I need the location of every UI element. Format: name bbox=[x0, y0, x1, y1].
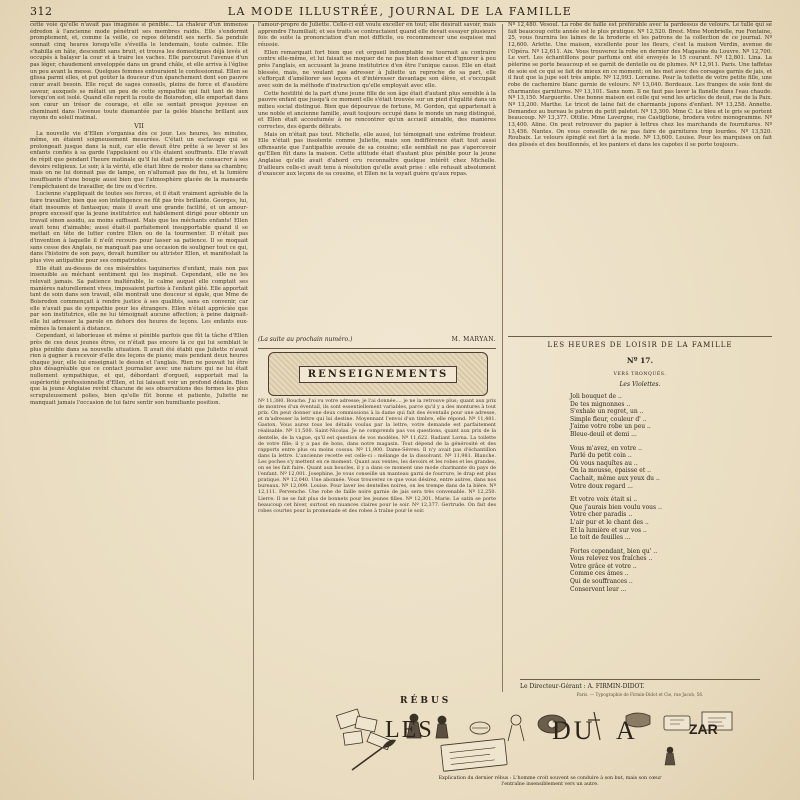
poem-line: Votre doux regard ... bbox=[570, 482, 633, 490]
poem-stanza bbox=[570, 548, 720, 594]
novel-paragraph: Elle était au-dessus de ces misérables taquineries d'enfant, mais non pas insensible au méchant sentiment qui les inspirait. Cependant, elle ne les relevait jamais. Sa patience inaltérable, le calme auquel elle comptait ses manières naturellement vives, imposaient parfois à l'enfant gâté. Elle apportait tant de soin dans son travail, elle montrait une douceur si égale, que Mme de Boisredon commençait à rendre justice à ses qualités, sans en convenir, car elle n'avait pas de sympathie pour les étrangers. Ellen n'était appréciée que par son institutrice, elle ne lui témoignait aucune affection; à peine daignait-elle lui adresser la parole en dehors des heures de leçons. Les enfants eux-mêmes la tenaient à distance. bbox=[30, 265, 248, 332]
novel-paragraph: Ellen remarquait fort bien que cet orgueil indomptable ne tournait au contraire contre elle-même, et lui faisait se moquer de ne pas bien dessiner et d'ignorer à peu près l'anglais, en accusant la jeune institutrice d'en être l'unique cause. Elle en était blessée, mais, ne voulant pas adresser à Juliette un reproche de sa part, elle s'efforçait d'améliorer ses leçons et d'intéresser davantage son élève, et s'occupait avec soin de la méthode d'instruction qu'elle employait avec elle. bbox=[258, 49, 496, 89]
novel-paragraph: Cette hostilité de la part d'une jeune fille de son âge était d'autant plus sensible à la pauvre enfant que jusqu'à ce moment elle s'était trouvée sur un pied d'égalité dans un milieu social distingué. Bien que dépourvue de fortune, M. Gordon, qui appartenait à une noble et ancienne famille, avait toujours occupé dans le monde un rang distingué, et Ellen était accoutumée à ne rencontrer qu'un accueil aimable, des manières correctes, des égards délicats. bbox=[258, 90, 496, 130]
novel-author: M. MARYAN. bbox=[451, 336, 496, 343]
novel-column-middle bbox=[258, 22, 496, 334]
continued-note: (La suite au prochain numéro.) bbox=[258, 336, 353, 343]
poem-line: De tes mignonnes .. bbox=[570, 400, 631, 408]
poem-stanza bbox=[570, 393, 720, 439]
column-divider bbox=[253, 24, 254, 780]
novel-paragraph: cette voie qu'elle n'avait pas imaginée si pénible... La chaleur d'un immense édredon à l'ancienne mode pénétrait ses membres raidis. Elle s'endormit promptement, et, comme la veille, ce repos détendit ses nerfs. Sa pendule sonnait cinq heures lorsqu'elle s'éveilla le lendemain, toute calmée. Elle s'habilla en hâte, descendit sans bruit, et trouva les domestiques déjà levés et occupés à balayer la cour et à traire les vaches. Elle parcourut l'avenue d'un pas léger, chaudement enveloppée dans un grand châle, et elle arriva à l'église un peu avant la messe. Quelques femmes entouraient le confessionnal. Ellen se glissa parmi elles, et put goûter la douceur d'un épanchement dont son pauvre cœur avait besoin. Elle reçut de sages conseils, pleins de force et d'austère saveur, auxquels se mêlait un peu de cette sympathie qui fait tant de bien lorsqu'on est isolé. Quand elle reprit la route de Boisredon, elle emportait dans son cœur un trésor de courage, et elle se sentait presque joyeuse en cheminant dans l'avenue toute diamantée par la gelée blanche brillant aux rayons du soleil matinal. bbox=[30, 22, 248, 122]
poem-line: Cachait, même aux yeux du .. bbox=[570, 474, 660, 482]
rebus-word: LES bbox=[385, 717, 434, 743]
poem-line: Votre grâce et votre .. bbox=[570, 562, 637, 570]
poem-stanza bbox=[570, 496, 720, 542]
rebus-title: RÉBUS bbox=[400, 696, 452, 706]
poem-line: Vous relevez vos fraîches .. bbox=[570, 555, 653, 563]
rebus-word: DU bbox=[552, 716, 596, 745]
renseignements-text: Nº 11,380. Bouche. J'ai vu votre adresse; je l'ai donnée.... je ne la retrouve plus; quant aux prix de montres d'un éventail, ils sont essentiellement variables, parce qu'il y a des montures à tout prix. On peut donner une deux commissions à la dame qui fait des éventails pour une adresse, et m'adresser la lettre qui lui destine. Moyennant l'envoi d'un timbre, elle répond. Nº 11,481. Gaston. Vous aurez tous les détails voulus par la lettre, votre demande est parfaitement réalisable. Nº 11,500. Saint-Nicolas. Je ne comprends pas vos questions, quant aux prix de la dentelle, de la vague, qu'il est question de vos modèles. Nº 11,622. Radiant Lorna. La toilette de votre fille; il y a pas de bons, dans notre magasin. Tout dépend de la générosité et des rapports entre plus ou moins cossus. Nº 11,900. Dame-Sévres. Il n'y avait pas d'échantillon dans la lettre. L'ancienne recette est celle-ci : mélange de la dissolvant. Nº 11,981. Blanche. Les poches s'y mettent en ce moment. Quant aux ventes, les devoirs et les robes et les grandes, on se les fait faire. Quant aux boucles, il y a dans ce moment une mode charmante du pays de l'enfant. Nº 12,001. Josephine. Je vous conseille un manteau garni de fourrure, le drap est plus pratique. Nº 12,040. Une abonnée. Vous trouverez ce que vous désirez, entre autres, dans nos bureaux. Nº 12,099. Louise. Pour laver les dentelles noires, on les trempe dans de la bière. Nº 12,111. Pervenche. Une robe de faille noire garnie de jais sera très convenable. Nº 12,250. Lierre. Il ne se fait plus de bonnets pour les jeunes filles. Nº 12,301. Marie. Le satin se porte beaucoup cet hiver, surtout en nuances claires pour le soir. Nº 12,377. Gertrude. On fait des robes courtes pour la promenade et des robes à traîne pour le soir. bbox=[258, 398, 496, 514]
poem-line: Que j'aurais bien voulu vous .. bbox=[570, 503, 662, 511]
small-figure-drawing bbox=[665, 747, 675, 765]
poem-line: On la mousse, épaisse et .. bbox=[570, 467, 651, 475]
quill-drawing bbox=[352, 748, 382, 770]
director-signature: Le Directeur-Gérant : A. FIRMIN-DIDOT. bbox=[520, 679, 760, 690]
column-divider bbox=[502, 24, 503, 692]
poem-stanza bbox=[570, 445, 720, 491]
poem bbox=[570, 393, 720, 599]
to-be-continued bbox=[258, 336, 496, 346]
novel-paragraph: Mais on n'était pas tout. Michelle, elle aussi, lui témoignait une extrême froideur. Elle n'était pas insolente comme Juliette, mais son indifférence était tout aussi offensante que l'antipathie avouée de sa cousine; elle semblait ne pas s'apercevoir qu'Ellen fût dans la maison. Cette attitude était d'autant plus pénible pour la jeune Anglaise qu'elle avait d'abord cru reconnaître quelque intérêt chez Michelle. D'ailleurs celle-ci avait tenu à résolution qu'elle avait prise : elle refusait absolument d'exaucer aux leçons de sa cousine, et Ellen ne la voyait guère qu'aux repas. bbox=[258, 131, 496, 178]
poem-line: S'exhale un regret, un .. bbox=[570, 408, 644, 416]
poem-line: Et la lumière et sur vos .. bbox=[570, 526, 647, 534]
novel-paragraph: La nouvelle vie d'Ellen s'organisa dès ce jour. Les heures, les minutes, même, en étaient soigneusement mesurées. C'était un esclavage qui se prolongeait jusque dans la nuit, car elle devait être prête à se lever si les enfants confiés à sa garde l'appelaient ou s'ils étaient souffrants. Elle n'avait de répit que pendant l'heure matinale qu'il lui était permis de consacrer à ses devoirs religieux. Le soir, à la vérité, elle était libre de rester dans sa chambre; mais on ne lui donnait pas de lampe, on n'allumait pas de feu, et la lumière insuffisante d'une bougie aussi bien que l'atmosphère glacée de la mansarde l'empêchaient de travailler, de lire ou d'écrire. bbox=[30, 130, 248, 190]
section-rule bbox=[508, 336, 772, 337]
notes-text: Nº 12,480. Vesoul. La robe de faille est préférable avec la pardessus de velours. Le tulle qui se fait beaucoup cette année est le plus pratique. Nº 12,520. Brest. Mme Monbrielle, rue Fontaine, 25, vous fournira les laines de la broderie et les patrons de la collection de ce journal. Nº 12,600. Arlette. Une maison, excellente pour les fleurs, c'est la maison Verdin, avenue de l'Opéra. Nº 12,611. Aix. Vous trouverez la robe en dernier des Magasins du Louvre. Nº 12,700. Le vert. Les échantillons pour parfums ont été envoyés le 15 courant. Nº 12,801. Lina. La pèlerine se porte beaucoup et se garnit de dentelle ou de plumes. Nº 12,911. Paris. Une taffetas de soie est ce qui se fait de mieux en ce moment; on les met avec des corsages garnis de jais, et il faut que la jupe soit très ample. Nº 12,993. Lorraine. Pour la toilette de votre petite fille, une robe de cachemire blanc garnie de velours. Nº 13,040. Bordeaux. Les franges de soie font de charmantes garnitures. Nº 13,101. Sans nom. Il ne faut pas laver la flanelle dans l'eau chaude. Nº 13,150. Marguerite. Une bonne maison est celle qui vend les articles de deuil, rue de la Paix. Nº 13,200. Marthe. Le tricot de laine fait de charmants jupons d'enfant. Nº 13,258. Annette. Demandez au bureau le patron du petit paletot. Nº 13,300. Mme C. Le bleu et le gris se portent beaucoup. Nº 13,377. Ottilie. Mme Lavergne, rue Castiglione, brodera votre monogramme. Nº 13,400. Aline. On peut retrouver du papier à lettres chez les marchands de fournitures. Nº 13,456. Nantes. On vous conseille de ne pas faire de garnitures trop lourdes. Nº 13,520. Roubaix. Le velours épinglé est fort à la mode. Nº 13,600. Louise. Pour les marquises on fait des plissés et des bouillonnés, et les paniers et dans les capotes il se porte toujours. bbox=[508, 22, 772, 148]
renseignements-banner bbox=[268, 352, 488, 396]
poem-line: Bleue-deuil et demi ... bbox=[570, 430, 637, 438]
running-head bbox=[30, 5, 770, 21]
poem-line: Votre cher paradis .. bbox=[570, 511, 633, 519]
signboard-drawing bbox=[441, 739, 507, 772]
poem-line: Comme ces âmes .. bbox=[570, 570, 629, 578]
rebus-explanation bbox=[330, 776, 770, 788]
rebus-explanation-line: l'entraîne insensiblement vers un autre. bbox=[501, 782, 599, 787]
poem-line: Simple fleur, couleur d' .. bbox=[570, 415, 647, 423]
poem-line: Conservent leur ... bbox=[570, 585, 627, 593]
section-rule bbox=[258, 348, 496, 349]
novel-paragraph: l'amour-propre de Juliette. Celle-ci eût voulu exceller en tout; elle désirait savoir, mais apprendre l'humiliait; et ses traits se contractaient quand elle devait essayer plusieurs fois de suite la prononciation d'un mot difficile, ou recommencer une esquisse mal réussie. bbox=[258, 22, 496, 48]
loisirs-number: Nº 17. bbox=[626, 356, 654, 365]
poem-line: L'air pur et le chant des .. bbox=[570, 518, 649, 526]
poem-line: Où vous naquîtes au .. bbox=[570, 459, 638, 467]
poem-title: Les Violettes. bbox=[619, 381, 661, 388]
journal-title: LA MODE ILLUSTRÉE, JOURNAL DE LA FAMILLE bbox=[227, 5, 573, 18]
printer-line: Paris. — Typographie de Firmin-Didot et Cie, rue Jacob, 56. bbox=[576, 692, 704, 697]
verse-type: VERS TRONQUÉS. bbox=[613, 372, 667, 377]
poem-line: Parlé du petit coin .. bbox=[570, 452, 632, 460]
novel-paragraph: Cependant, si laborieuse et même si pénible parfois que fût la tâche d'Ellen près de ces deux jeunes êtres, ce n'était pas encore là ce qui lui semblait le plus pénible dans sa nouvelle situation. Il avait été établi que Juliette n'avait rien à gagner à recevoir d'elle des leçons de piano; mais pendant deux heures chaque jour, elle lui enseignait le dessin et l'anglais. Rien ne pouvait lui être plus désagréable que ce contact journalier avec une nature qui ne lui était nullement sympathique, et qui, débordant d'orgueil, supportait mal la supériorité professionnelle d'Ellen, et lui laissait voir un profond dédain. Bien que la jeune Anglaise revînt chacune de ses observations des formes les plus scrupuleusement polies, bien qu'elle fût bonne et patiente, Juliette ne manquait jamais l'occasion de lui faire sentir son humiliante position. bbox=[30, 333, 248, 406]
poem-line: Et votre voix était si .. bbox=[570, 496, 638, 504]
papers-drawing bbox=[336, 709, 391, 750]
rebus-explanation-line: Explication du dernier rébus : L'homme croit souvent se conduire à son but, mais son cœur bbox=[438, 776, 662, 781]
chapter-number: VII bbox=[134, 121, 144, 130]
novel-column-left bbox=[30, 22, 248, 782]
novel-paragraph: Lucienne s'appliquait de toutes ses forces, et il était vraiment agréable de la faire travailler, bien que son intelligence ne fût pas très brillante. Georges, lui, était insoumis et fantasque; mais il avait une grande facilité, et un amour-propre excessif que la jeune institutrice eut habilement dirigé pour obtenir un travail sinon assidu, au moins suffisant. Mais que les méchants enfants! Ellen avait tenu d'aimable; aussi était-il parfaitement insupportable quand il se mettait en tête de lutter contre Ellen ou de la tourmenter. Il n'était pas d'invention à laquelle il n'eût recours pour lasser sa patience. Il se moquait sans cesse des Anglais, ne manquait pas une occasion de souligner tout ce qui, dans l'histoire de son pays, devait humilier ou attrister Ellen, et manifestait la plus vive antipathie pour ses compatriotes. bbox=[30, 191, 248, 264]
notes-column bbox=[508, 22, 772, 340]
page-number: 312 bbox=[30, 5, 53, 18]
poem-line: Le toit de feuilles ... bbox=[570, 534, 631, 542]
poem-line: J'aime votre robe un peu .. bbox=[570, 423, 651, 431]
rebus-word: ZAR bbox=[689, 721, 718, 737]
poem-line: Fortes cependant, bien qu' .. bbox=[570, 547, 658, 555]
rebus-word: A bbox=[616, 716, 635, 745]
poem-line: Joli bouquet de .. bbox=[570, 393, 622, 400]
poem-line: Qui de souffrances .. bbox=[570, 578, 633, 586]
poem-line: Vous m'avez, en votre .. bbox=[570, 444, 642, 452]
renseignements-title: RENSEIGNEMENTS bbox=[299, 366, 457, 383]
loisirs-heading: LES HEURES DE LOISIR DE LA FAMILLE bbox=[547, 341, 733, 349]
